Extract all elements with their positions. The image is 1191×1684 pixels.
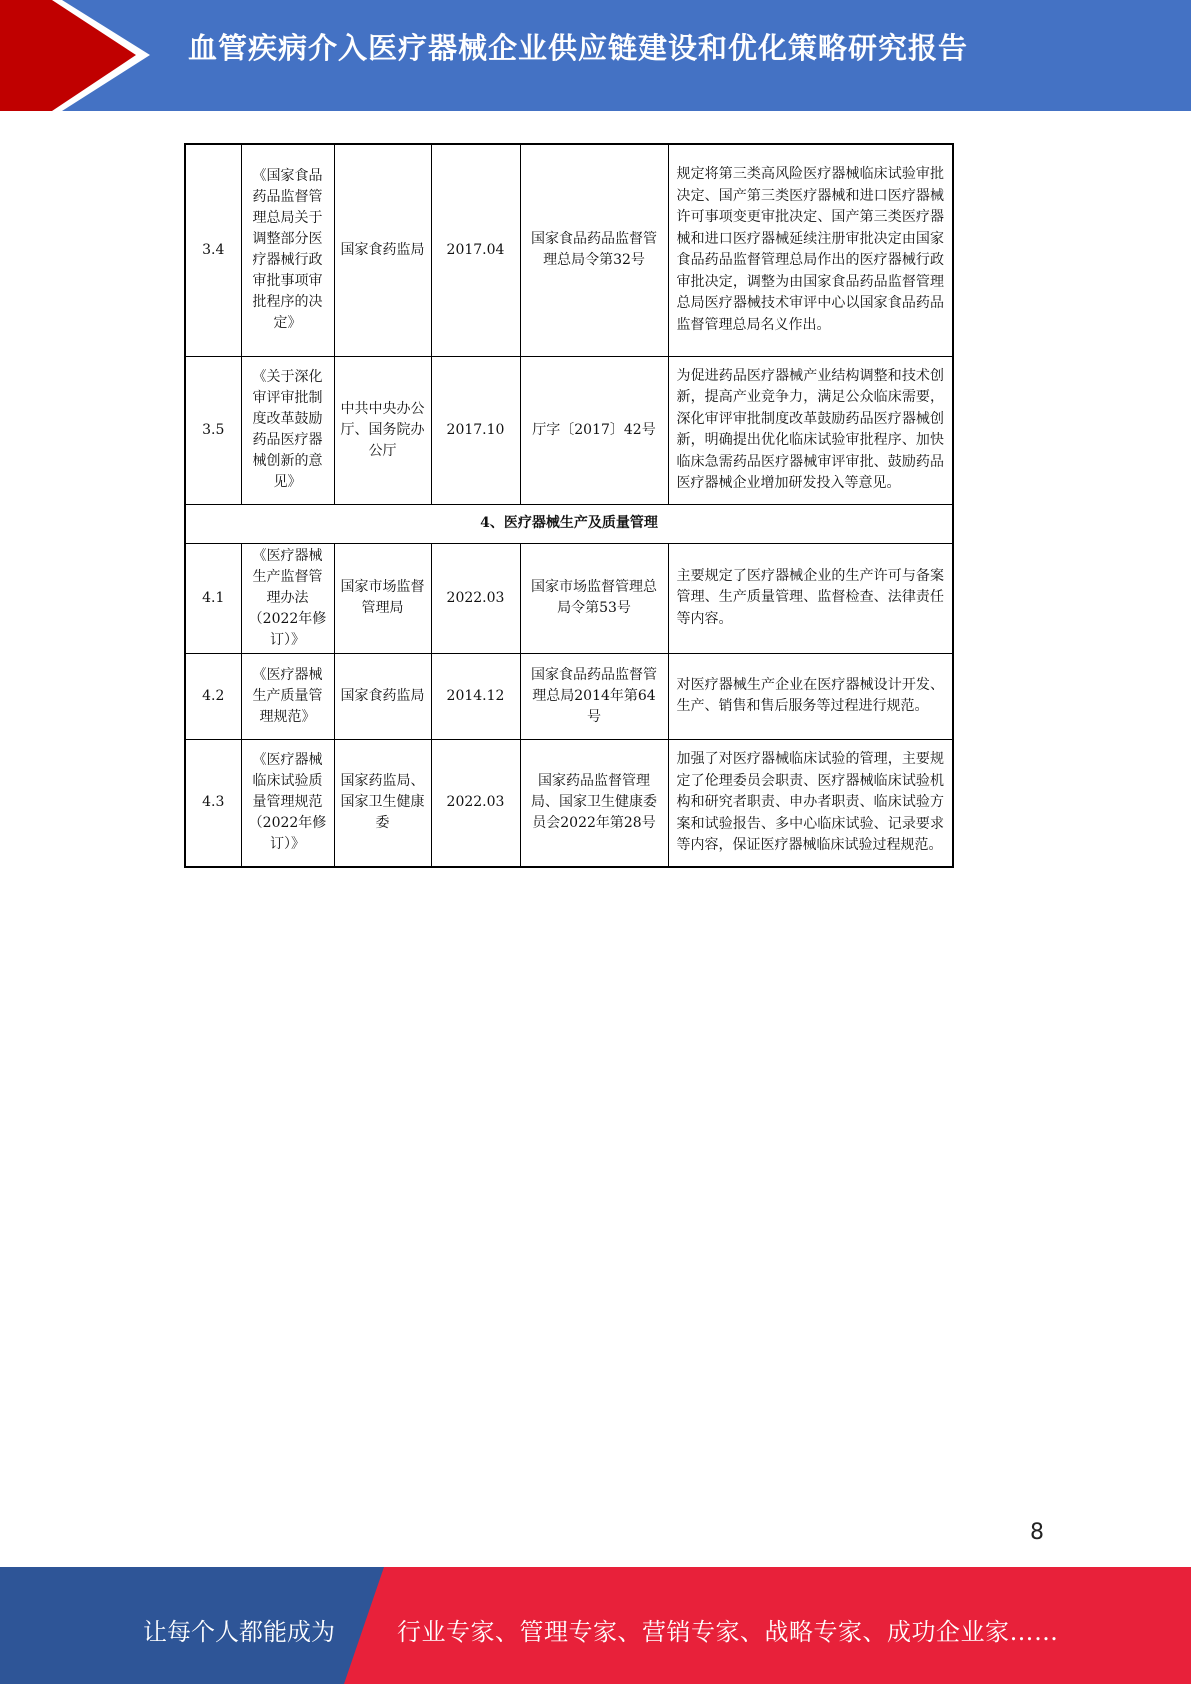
row-number: 3.4: [185, 144, 241, 356]
issue-date: 2022.03: [431, 739, 520, 867]
document-number: 国家市场监督管理总局令第53号: [520, 543, 668, 653]
section-title: 4、医疗器械生产及质量管理: [185, 504, 953, 543]
regulation-content: 主要规定了医疗器械企业的生产许可与备案管理、生产质量管理、监督检查、法律责任等内容。: [668, 543, 953, 653]
regulation-content: 为促进药品医疗器械产业结构调整和技术创新，提高产业竞争力，满足公众临床需要，深化审评审批制度改革鼓励药品医疗器械创新，明确提出优化临床试验审批程序、加快临床急需药品医疗器械审评审批、鼓励药品医疗器械企业增加研发投入等意见。: [668, 356, 953, 504]
regulation-name: 《医疗器械临床试验质量管理规范（2022年修订）》: [241, 739, 334, 867]
table-row: [185, 739, 953, 867]
page-header: [0, 0, 1191, 111]
issuing-authority: 国家食药监局: [334, 653, 431, 739]
table-row: [185, 653, 953, 739]
document-number: 国家食品药品监督管理总局2014年第64号: [520, 653, 668, 739]
issuing-authority: 国家市场监督管理局: [334, 543, 431, 653]
document-number: 国家食品药品监督管理总局令第32号: [520, 144, 668, 356]
page-footer: [0, 1567, 1191, 1684]
regulation-name: 《国家食品药品监督管理总局关于调整部分医疗器械行政审批事项审批程序的决定》: [241, 144, 334, 356]
page-number: 8: [1030, 1520, 1044, 1545]
row-number: 4.3: [185, 739, 241, 867]
issuing-authority: 国家食药监局: [334, 144, 431, 356]
issue-date: 2022.03: [431, 543, 520, 653]
regulation-name: 《关于深化审评审批制度改革鼓励药品医疗器械创新的意见》: [241, 356, 334, 504]
row-number: 4.2: [185, 653, 241, 739]
document-number: 厅字〔2017〕42号: [520, 356, 668, 504]
issue-date: 2017.10: [431, 356, 520, 504]
issuing-authority: 中共中央办公厅、国务院办公厅: [334, 356, 431, 504]
regulation-content: 加强了对医疗器械临床试验的管理，主要规定了伦理委员会职责、医疗器械临床试验机构和研究者职责、申办者职责、临床试验方案和试验报告、多中心临床试验、记录要求等内容，保证医疗器械临床试验过程规范。: [668, 739, 953, 867]
header-title: 血管疾病介入医疗器械企业供应链建设和优化策略研究报告: [188, 31, 969, 65]
regulations-table-container: [184, 143, 954, 868]
issue-date: 2014.12: [431, 653, 520, 739]
row-number: 3.5: [185, 356, 241, 504]
footer-slogan-left: 让每个人都能成为: [143, 1618, 335, 1646]
regulation-content: 规定将第三类高风险医疗器械临床试验审批决定、国产第三类医疗器械和进口医疗器械许可事项变更审批决定、国产第三类医疗器械和进口医疗器械延续注册审批决定由国家食品药品监督管理总局作出的医疗器械行政审批决定，调整为由国家食品药品监督管理总局医疗器械技术审评中心以国家食品药品监督管理总局名义作出。: [668, 144, 953, 356]
regulations-table: [184, 143, 954, 868]
issue-date: 2017.04: [431, 144, 520, 356]
section-header-row: [185, 504, 953, 543]
regulation-name: 《医疗器械生产监督管理办法（2022年修订）》: [241, 543, 334, 653]
row-number: 4.1: [185, 543, 241, 653]
issuing-authority: 国家药监局、国家卫生健康委: [334, 739, 431, 867]
table-row: [185, 543, 953, 653]
regulation-content: 对医疗器械生产企业在医疗器械设计开发、生产、销售和售后服务等过程进行规范。: [668, 653, 953, 739]
table-row: [185, 144, 953, 356]
regulation-name: 《医疗器械生产质量管理规范》: [241, 653, 334, 739]
table-row: [185, 356, 953, 504]
document-number: 国家药品监督管理局、国家卫生健康委员会2022年第28号: [520, 739, 668, 867]
footer-slogan-right: 行业专家、管理专家、营销专家、战略专家、成功企业家……: [397, 1618, 1059, 1646]
